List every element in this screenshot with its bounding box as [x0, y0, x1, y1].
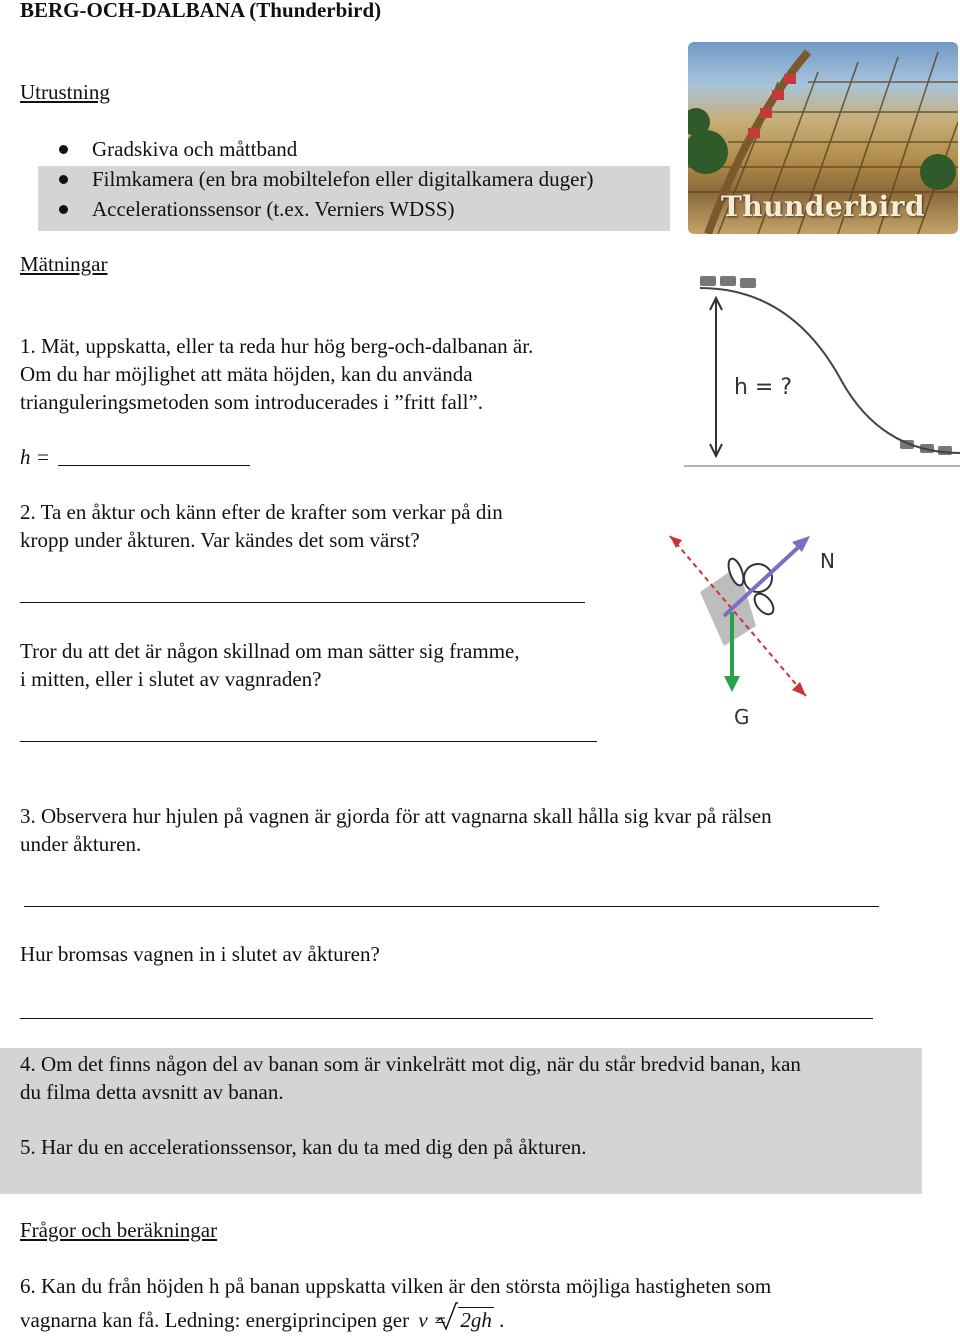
- q3-line: 3. Observera hur hjulen på vagnen är gjorda för att vagnarna skall hålla sig kvar på rälsen: [20, 804, 772, 828]
- q4-line: du filma detta avsnitt av banan.: [20, 1080, 284, 1104]
- arrow-head-icon: [670, 536, 682, 548]
- q3-followup-answer-line: [20, 1018, 873, 1019]
- measurements-heading: Mätningar: [20, 252, 108, 276]
- bullet-icon: [59, 205, 68, 214]
- arrow-head-icon: [724, 676, 740, 692]
- normal-force-label: N: [820, 549, 835, 573]
- sqrt-icon: [436, 1302, 458, 1332]
- equipment-item: Filmkamera (en bra mobiltelefon eller digitalkamera duger): [92, 167, 594, 191]
- q2-followup-line: Tror du att det är någon skillnad om man sätter sig framme,: [20, 639, 520, 663]
- height-label: h = ?: [734, 375, 793, 400]
- sqrt-radicand: 2gh: [460, 1308, 492, 1332]
- equipment-heading: Utrustning: [20, 80, 110, 104]
- page-title: BERG-OCH-DALBANA (Thunderbird): [20, 0, 382, 22]
- sqrt-formula: [456, 1306, 494, 1334]
- q6-line: 6. Kan du från höjden h på banan uppskatta vilken är den största möjliga hastigheten som: [20, 1274, 772, 1298]
- questions-heading: Frågor och beräkningar: [20, 1218, 218, 1242]
- q1-answer-label: h =: [20, 445, 50, 469]
- person-arm-icon: [751, 590, 777, 617]
- q6-line2-prefix: vagnarna kan få. Ledning: energiprincipen ger: [20, 1308, 410, 1332]
- q2-answer-line: [20, 602, 585, 603]
- thunderbird-photo: [688, 42, 958, 234]
- formula-lhs: v =: [418, 1308, 448, 1332]
- gravity-force-label: G: [734, 705, 750, 729]
- q2-line: kropp under åkturen. Var kändes det som värst?: [20, 528, 420, 552]
- formula-end: .: [499, 1308, 505, 1332]
- bullet-icon: [59, 145, 68, 154]
- photo-label: Thunderbird: [720, 190, 926, 223]
- height-diagram: [680, 268, 960, 478]
- arrow-head-icon: [792, 682, 806, 696]
- q3-line: under åkturen.: [20, 832, 142, 856]
- equipment-item: Gradskiva och måttband: [92, 137, 298, 161]
- q2-followup-answer-line: [20, 741, 597, 742]
- q5-text: 5. Har du en accelerationssensor, kan du ta med dig den på åkturen.: [20, 1135, 587, 1159]
- q1-line: Om du har möjlighet att mäta höjden, kan du använda: [20, 362, 473, 386]
- q2-line: 2. Ta en åktur och känn efter de krafter som verkar på din: [20, 500, 503, 524]
- q4-line: 4. Om det finns någon del av banan som är vinkelrätt mot dig, när du står bredvid banan, kan: [20, 1052, 801, 1076]
- equipment-item: Accelerationssensor (t.ex. Verniers WDSS): [92, 197, 455, 221]
- force-diagram: [664, 528, 860, 732]
- q3-followup: Hur bromsas vagnen in i slutet av åkturen?: [20, 942, 380, 966]
- q1-answer-line: [58, 465, 250, 466]
- track-curve: [700, 288, 960, 453]
- q2-followup-line: i mitten, eller i slutet av vagnraden?: [20, 667, 322, 691]
- q1-line: 1. Mät, uppskatta, eller ta reda hur hög berg-och-dalbanan är.: [20, 334, 534, 358]
- q1-line: trianguleringsmetoden som introducerades i ”fritt fall”.: [20, 390, 484, 414]
- bullet-icon: [59, 175, 68, 184]
- q3-answer-line: [24, 906, 879, 907]
- q6-line2: [20, 1306, 504, 1334]
- coaster-car-icon: [700, 276, 756, 288]
